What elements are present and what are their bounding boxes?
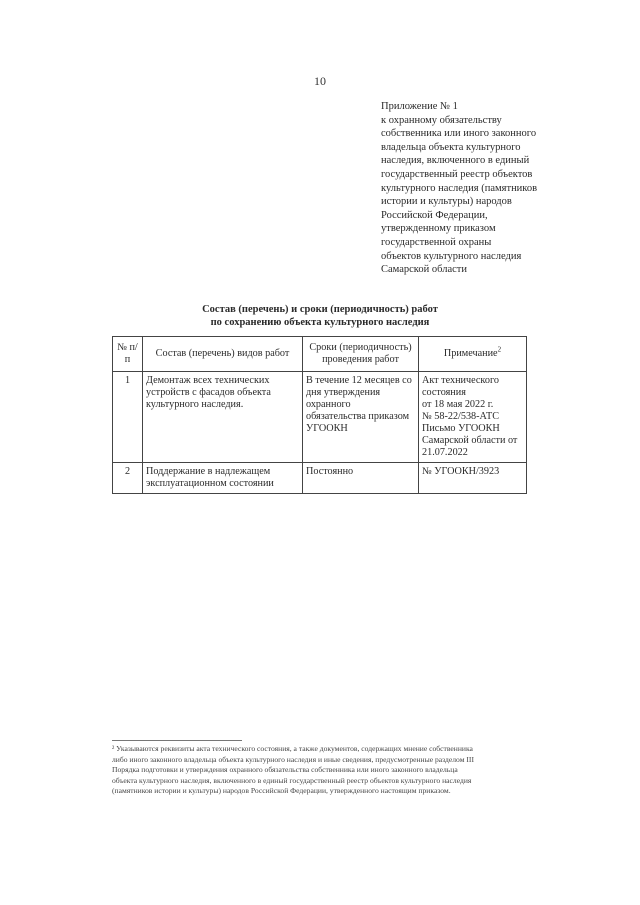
footnote-line: (памятников истории и культуры) народов Российской Федерации, утвержденного настоящим приказом.	[112, 786, 451, 795]
cell-works	[143, 463, 303, 494]
cell-terms	[303, 372, 419, 463]
appendix-line: владельца объекта культурного	[381, 141, 521, 153]
footnote-marker: 2	[497, 345, 502, 354]
appendix-line: культурного наследия (памятников	[381, 182, 538, 194]
cell-terms	[303, 463, 419, 494]
header-terms: Сроки (периодичность) проведения работ	[303, 337, 419, 372]
appendix-line: истории и культуры) народов	[381, 196, 512, 208]
cell-line: дня утверждения	[306, 387, 381, 398]
cell-line: охранного	[306, 399, 351, 410]
cell-note	[419, 372, 527, 463]
cell-line: Акт технического состояния	[422, 375, 499, 398]
cell-num: 1	[113, 372, 143, 463]
table-row	[113, 463, 527, 494]
header-num: № п/п	[113, 337, 143, 372]
appendix-line: объектов культурного наследия	[381, 250, 522, 262]
appendix-line: Приложение № 1	[381, 101, 458, 112]
cell-line: В течение 12 месяцев со	[306, 375, 412, 386]
appendix-line: к охранному обязательству	[381, 114, 502, 126]
header-note	[419, 337, 527, 372]
table-row	[113, 372, 527, 463]
cell-line: Демонтаж всех технических	[146, 375, 270, 386]
footnote-line: объекта культурного наследия, включенного в единый государственный реестр объектов культурного наследия	[112, 775, 472, 785]
title-line-1: Состав (перечень) и сроки (периодичность) работ	[202, 304, 438, 315]
appendix-line: государственной охраны	[381, 236, 492, 248]
footnote	[112, 744, 532, 797]
appendix-line: собственника или иного законного	[381, 128, 537, 140]
appendix-line: государственный реестр объектов	[381, 168, 533, 180]
footnote-line: Порядка подготовки и утверждения охранного обязательства собственника или иного законного владельца	[112, 765, 458, 774]
works-table	[112, 336, 527, 494]
cell-line: Постоянно	[306, 466, 354, 477]
appendix-line: наследия, включенного в единый	[381, 155, 530, 167]
header-works: Состав (перечень) видов работ	[143, 337, 303, 372]
cell-works	[143, 372, 303, 463]
cell-line: Поддержание в надлежащем	[146, 466, 271, 477]
header-note-label: Примечание	[443, 348, 498, 359]
cell-line: Письмо УГООКН	[422, 423, 500, 434]
document-title	[0, 303, 640, 329]
table-header-row	[113, 337, 527, 372]
footnote-divider	[112, 740, 242, 741]
page-number: 10	[314, 74, 326, 88]
cell-line: № 58-22/538-АТС	[422, 411, 500, 422]
appendix-line: Российской Федерации,	[381, 209, 488, 221]
cell-line: устройств с фасадов объекта	[146, 387, 271, 398]
appendix-line: Самарской области	[381, 264, 467, 276]
cell-line: УГООКН	[306, 423, 348, 434]
cell-line: от 18 мая 2022 г.	[422, 399, 494, 410]
appendix-header	[381, 100, 581, 277]
cell-num: 2	[113, 463, 143, 494]
title-line-2: по сохранению объекта культурного наследия	[210, 317, 430, 328]
cell-line: обязательства приказом	[306, 411, 410, 422]
cell-line: эксплуатационном состоянии	[146, 478, 274, 489]
cell-line: № УГООКН/3923	[422, 466, 500, 477]
cell-note	[419, 463, 527, 494]
footnote-line: либо иного законного владельца объекта культурного наследия и иные сведения, предусмотренные разделом III	[112, 754, 474, 764]
cell-line: Самарской области от	[422, 435, 518, 446]
cell-line: 21.07.2022	[422, 447, 468, 458]
appendix-line: утвержденному приказом	[381, 223, 496, 235]
cell-line: культурного наследия.	[146, 399, 244, 410]
footnote-line: ² Указываются реквизиты акта технического состояния, а также документов, содержащих мнение собственника	[112, 744, 473, 753]
